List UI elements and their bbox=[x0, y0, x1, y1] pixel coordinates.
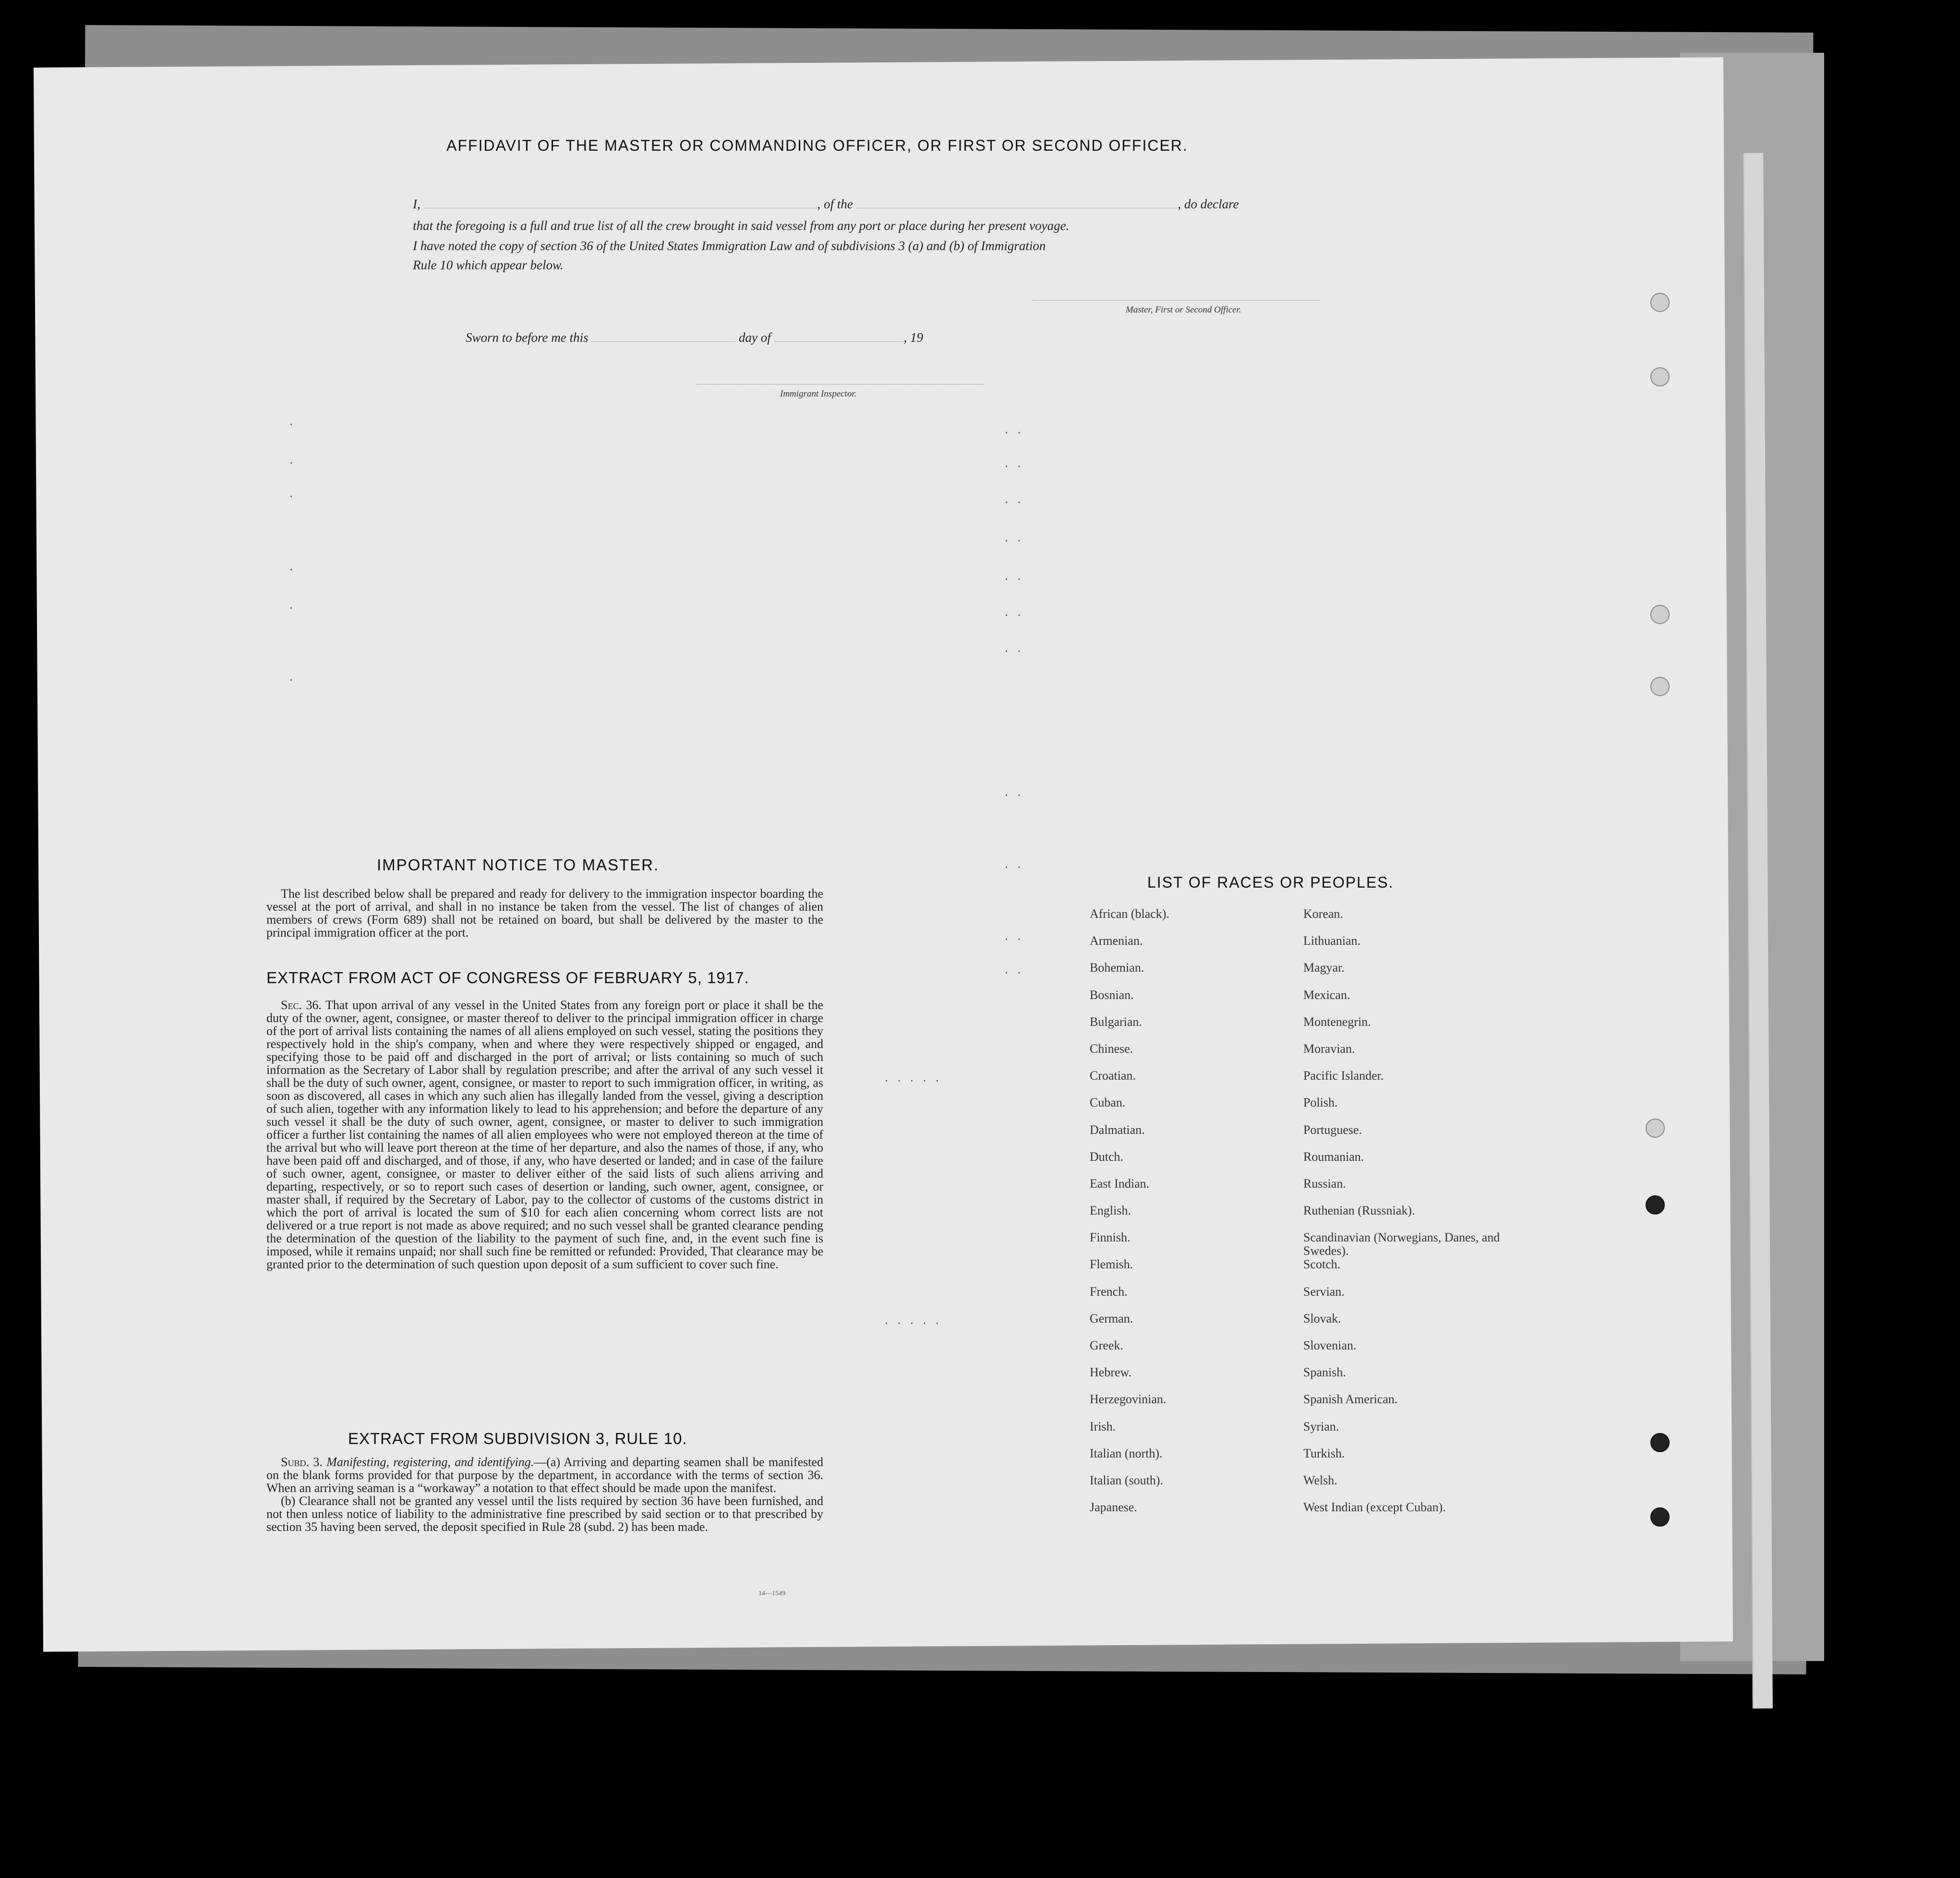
race-item: East Indian. bbox=[1090, 1176, 1150, 1191]
race-item: Russian. bbox=[1303, 1176, 1346, 1191]
notice-title: IMPORTANT NOTICE TO MASTER. bbox=[377, 856, 660, 874]
sworn-day-blank[interactable] bbox=[591, 341, 735, 342]
race-item: Spanish American. bbox=[1303, 1392, 1398, 1407]
race-item: Hebrew. bbox=[1090, 1365, 1132, 1380]
act-text-block bbox=[266, 999, 823, 1271]
race-item: French. bbox=[1090, 1284, 1128, 1299]
act-title: EXTRACT FROM ACT OF CONGRESS OF FEBRUARY 5, 1917. bbox=[266, 969, 749, 987]
race-item: Finnish. bbox=[1090, 1230, 1130, 1245]
bleed-mark: . bbox=[288, 600, 295, 612]
binding-hole bbox=[1650, 1507, 1670, 1527]
race-item: Greek. bbox=[1090, 1338, 1124, 1352]
race-item: Portuguese. bbox=[1303, 1122, 1362, 1137]
binding-hole bbox=[1650, 605, 1670, 624]
rule-subd-label: Subd. 3. bbox=[281, 1455, 323, 1469]
affidavit-line-4: Rule 10 which appear below. bbox=[413, 258, 564, 272]
race-item: Dalmatian. bbox=[1090, 1122, 1145, 1137]
bleed-mark: . bbox=[288, 455, 295, 467]
races-left-column bbox=[1090, 907, 1169, 1528]
affidavit-i-label: I, bbox=[413, 197, 421, 211]
race-item: Welsh. bbox=[1303, 1473, 1337, 1487]
race-item: Scandinavian (Norwegians, Danes, and Swedes). bbox=[1303, 1230, 1500, 1258]
bleed-mark: . . bbox=[1003, 425, 1022, 437]
race-item: Armenian. bbox=[1090, 934, 1143, 948]
sworn-line bbox=[466, 330, 923, 345]
affidavit-line-3: I have noted the copy of section 36 of the United States Immigration Law and of subdivisions 3 (a) and (b) of Immigration bbox=[413, 239, 1046, 253]
race-item: Magyar. bbox=[1303, 961, 1345, 975]
race-item: Japanese. bbox=[1090, 1500, 1137, 1515]
race-item: Dutch. bbox=[1090, 1149, 1124, 1164]
race-item: Mexican. bbox=[1303, 987, 1350, 1002]
bleed-mark: . . bbox=[1003, 859, 1022, 871]
binding-hole bbox=[1650, 1433, 1670, 1452]
race-item: Irish. bbox=[1090, 1419, 1116, 1433]
bleed-mark: . . bbox=[1003, 494, 1022, 506]
race-item: Montenegrin. bbox=[1303, 1014, 1371, 1029]
race-item: English. bbox=[1090, 1204, 1131, 1218]
rule-title: EXTRACT FROM SUBDIVISION 3, RULE 10. bbox=[348, 1430, 687, 1447]
race-item: African (black). bbox=[1090, 907, 1170, 921]
binding-hole bbox=[1650, 677, 1670, 696]
sworn-day-label: day of bbox=[739, 330, 771, 345]
bleed-mark: . bbox=[288, 417, 295, 429]
race-item: Croatian. bbox=[1090, 1069, 1136, 1083]
bleed-mark: . . bbox=[1003, 643, 1022, 655]
sworn-month-blank[interactable] bbox=[774, 341, 904, 342]
bleed-mark: . bbox=[288, 562, 295, 574]
bleed-mark: . . . . . bbox=[883, 1073, 940, 1085]
race-item: Polish. bbox=[1303, 1096, 1338, 1110]
race-item: German. bbox=[1090, 1311, 1133, 1325]
affidavit-line-2: that the foregoing is a full and true list of all the crew brought in said vessel from any port or place during her present voyage. bbox=[413, 218, 1070, 233]
bleed-mark: . . bbox=[1003, 533, 1022, 545]
race-item: Bosnian. bbox=[1090, 987, 1134, 1002]
rule-paragraph-a bbox=[266, 1456, 823, 1494]
bleed-mark: . . bbox=[1003, 965, 1022, 977]
race-item: Roumanian. bbox=[1303, 1149, 1364, 1164]
sworn-year-label: , 19 bbox=[903, 330, 923, 345]
rule-paragraph-b: (b) Clearance shall not be granted any vessel until the lists required by section 36 have been furnished, and not then unless notice of liability to the administrative fine prescribed by said section or to that prescribed by section 35 having been served, the deposit specified in Rule 28 (subd. 2) has been made. bbox=[266, 1494, 823, 1534]
bleed-mark: . . . . . bbox=[883, 1315, 940, 1327]
act-paragraph bbox=[266, 999, 823, 1271]
race-item: Scotch. bbox=[1303, 1257, 1341, 1272]
affidavit-declare-label: , do declare bbox=[1178, 197, 1239, 211]
notice-text: The list described below shall be prepared and ready for delivery to the immigration inspector boarding the vessel at the port of arrival, and shall in no instance be taken from the vessel. The list of changes of alien members of crews (Form 689) shall not be retained on board, but shall be delivered by the master to the principal immigration officer at the port. bbox=[266, 887, 823, 939]
bleed-mark: . bbox=[288, 489, 295, 501]
binding-hole bbox=[1650, 367, 1670, 386]
rule-text-block bbox=[266, 1456, 823, 1533]
notice-text-block bbox=[266, 887, 823, 939]
race-item: Servian. bbox=[1303, 1284, 1345, 1299]
inspector-signature-caption: Immigrant Inspector. bbox=[780, 389, 857, 399]
bleed-mark: . . bbox=[1003, 787, 1022, 799]
rule-subd-heading: Manifesting, registering, and identifying. bbox=[326, 1455, 534, 1469]
race-item: Italian (north). bbox=[1090, 1446, 1163, 1460]
race-item: Pacific Islander. bbox=[1303, 1069, 1384, 1083]
race-item: Turkish. bbox=[1303, 1446, 1345, 1460]
race-item: Italian (south). bbox=[1090, 1473, 1164, 1487]
race-item: Korean. bbox=[1303, 907, 1344, 921]
act-section-label: Sec. 36. bbox=[281, 998, 322, 1012]
race-item: Spanish. bbox=[1303, 1365, 1346, 1380]
bleed-mark: . . bbox=[1003, 458, 1022, 470]
bleed-mark: . . bbox=[1003, 931, 1022, 943]
inspector-signature-line[interactable] bbox=[696, 384, 984, 385]
race-item: Flemish. bbox=[1090, 1257, 1133, 1272]
bleed-mark: . bbox=[288, 672, 295, 684]
sworn-prefix: Sworn to before me this bbox=[466, 330, 589, 345]
race-item: Syrian. bbox=[1303, 1419, 1339, 1433]
race-item: Slovenian. bbox=[1303, 1338, 1357, 1352]
bleed-mark: . . bbox=[1003, 571, 1022, 583]
race-item: Slovak. bbox=[1303, 1311, 1341, 1325]
race-item: Lithuanian. bbox=[1303, 934, 1361, 948]
race-item: Herzegovinian. bbox=[1090, 1392, 1166, 1407]
affidavit-line-1 bbox=[413, 197, 1239, 212]
race-item: Bulgarian. bbox=[1090, 1014, 1142, 1029]
master-signature-caption: Master, First or Second Officer. bbox=[1126, 305, 1241, 315]
binding-hole bbox=[1646, 1195, 1665, 1215]
race-item: Cuban. bbox=[1090, 1096, 1126, 1110]
act-text: That upon arrival of any vessel in the United States from any foreign port or place it shall be the duty of the owner, agent, consignee, or master thereof to deliver to the principal immigration officer in charge of the port of arrival lists containing the names of all aliens employed on such vessel, stating the positions they respectively hold in the ship's company, when and where they were respectively shipped or engaged, and specifying those to be paid off and discharged in the port of arrival; or lists containing so much of such information as the Secretary of Labor shall by regulation prescribe; and after the arrival of any such vessel it shall be the duty of such owner, agent, consignee, or master to report to such immigration officer, in writing, as soon as discovered, all cases in which any such alien has illegally landed from the vessel, giving a description of such alien, together with any information likely to lead to his apprehension; and before the departure of any such vessel it shall be the duty of such owner, agent, consignee, or master to deliver to such immigration officer a further list containing the names of all alien employees who were not employed thereon at the time of the arrival but who will leave port thereon at the time of her departure, and also the names of those, if any, who have been paid off and discharged, and of those, if any, who have deserted or landed; and in case of the failure of such owner, agent, consignee, or master to deliver either of the said lists of such aliens arriving and departing, respectively, or so to report such cases of desertion or landing, such owner, agent, consignee, or master shall, if required by the Secretary of Labor, pay to the collector of customs of the customs district in which the port of arrival is located the sum of $10 for each alien concerning whom correct lists are not delivered or a true report is not made as above required; and no such vessel shall be granted clearance pending the determination of the question of the liability to the payment of such fine, and, in the event such fine is imposed, while it remains unpaid; nor shall such fine be remitted or refunded: Provided, That clearance may be granted prior to the determination of such question upon deposit of a sum sufficient to cover such fine. bbox=[266, 998, 823, 1271]
races-right-column bbox=[1303, 907, 1505, 1528]
form-number: 14—1549 bbox=[758, 1590, 785, 1597]
bleed-mark: . . bbox=[1003, 607, 1022, 619]
affidavit-title: AFFIDAVIT OF THE MASTER OR COMMANDING OFFICER, OR FIRST OR SECOND OFFICER. bbox=[446, 137, 1188, 154]
race-item: Bohemian. bbox=[1090, 961, 1144, 975]
master-signature-line[interactable] bbox=[1032, 300, 1320, 301]
race-item: Moravian. bbox=[1303, 1041, 1355, 1056]
race-item: Chinese. bbox=[1090, 1041, 1133, 1056]
binding-hole bbox=[1646, 1119, 1665, 1138]
affidavit-of-the-label: , of the bbox=[817, 197, 853, 211]
rule-para-a-text: —(a) Arriving and departing seamen shall be manifested on the blank forms provided for that purpose by the department, in accordance with the terms of section 36. When an arriving seaman is a “workaway” a notation to that effect should be made upon the manifest. bbox=[266, 1455, 823, 1495]
race-item: West Indian (except Cuban). bbox=[1303, 1500, 1446, 1515]
races-title: LIST OF RACES OR PEOPLES. bbox=[1147, 874, 1394, 891]
race-item: Ruthenian (Russniak). bbox=[1303, 1204, 1415, 1218]
binding-hole bbox=[1650, 293, 1670, 312]
